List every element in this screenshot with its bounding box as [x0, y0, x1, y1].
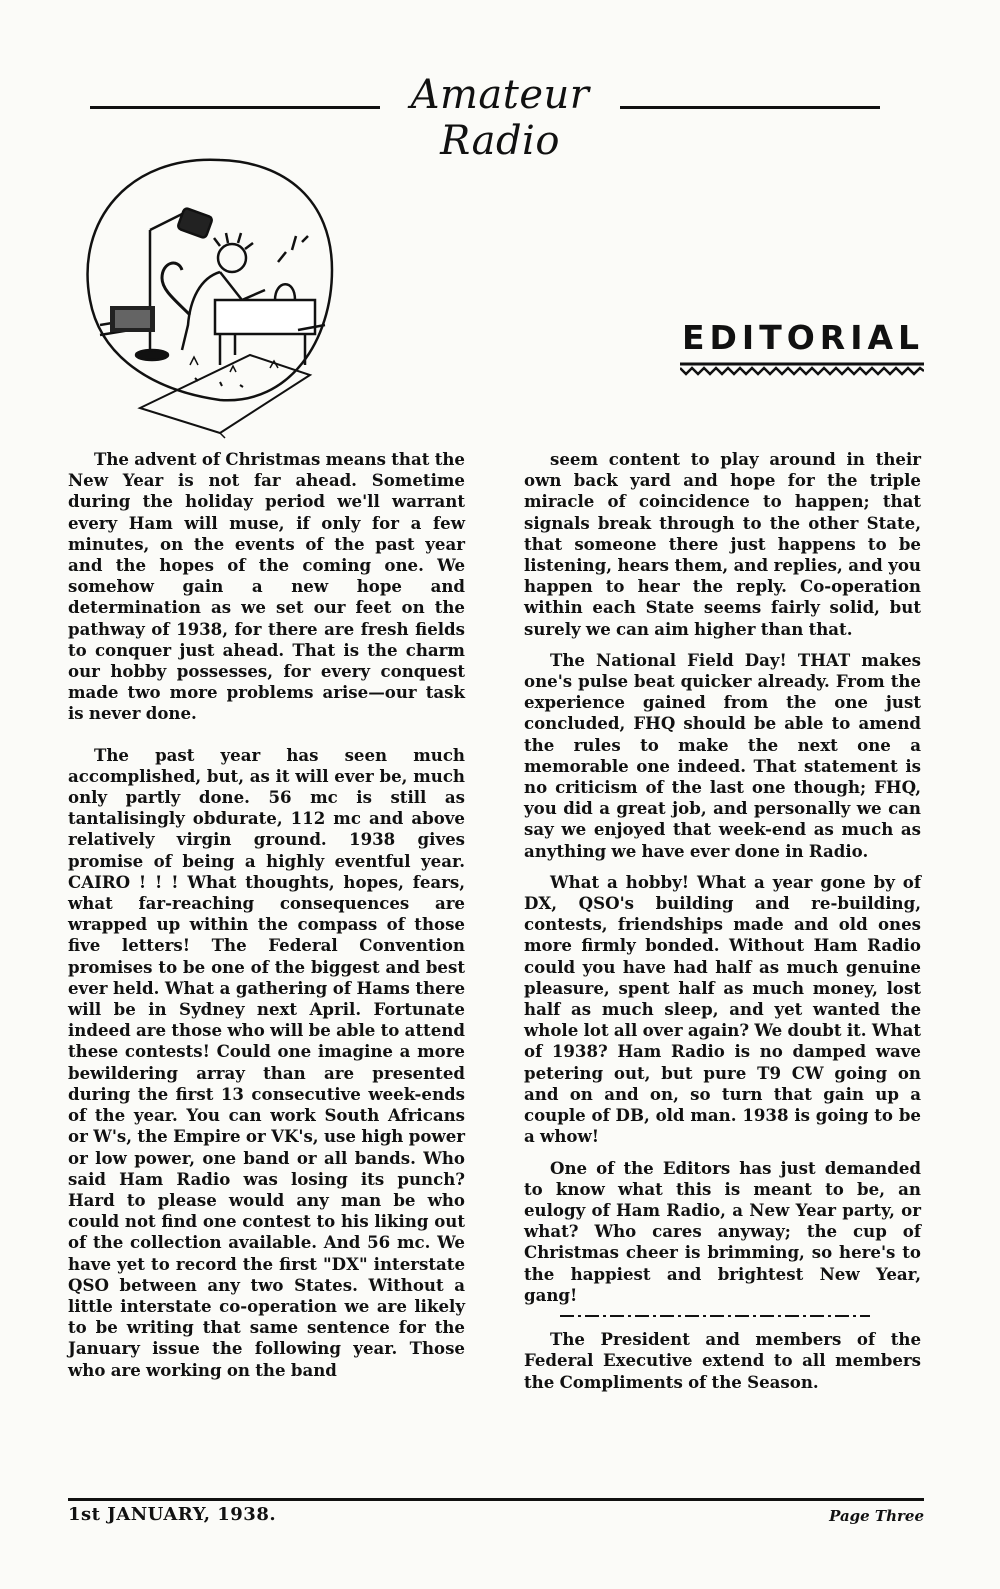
paragraph: What a hobby! What a year gone by of DX, QSO's building and re-building, contests, friendships made and old ones more firmly bonded. Without Ham Radio could you have had half as much genuine pleasure, spent half as much money, lost half as much sleep, and yet wanted the whole lot all over again? We doubt it. What of 1938? Ham Radio is no damped wave petering out, but pure T9 CW going on and on and on, so turn that gain up a couple of DB, old man. 1938 is going to be a whow!: [524, 871, 921, 1147]
masthead-rule-left: [90, 106, 380, 109]
masthead: [90, 70, 880, 164]
footer-page-number: Page Three: [829, 1507, 924, 1525]
paragraph: seem content to play around in their own back yard and hope for the triple miracle of coincidence to happen; that signals break through to the other State, that someone there just happens to be listening, hears them, and replies, and you happen to hear the reply. Co-operation within each State seems fairly solid, but surely we can aim higher than that.: [524, 449, 921, 639]
paragraph: The advent of Christmas means that the New Year is not far ahead. Sometime during the holiday period we'll warrant every Ham will muse, if only for a few minutes, on the events of the past year and the hopes of the coming one. We somehow gain a new hope and determination as we set our feet on the pathway of 1938, for there are fresh fields to conquer just ahead. That is the charm our hobby possesses, for every conquest made two more problems arise—our task is never done.: [68, 449, 465, 724]
section-divider: [560, 1310, 870, 1322]
masthead-title: Amateur Radio: [410, 72, 590, 164]
footer-date: 1st JANUARY, 1938.: [68, 1504, 277, 1525]
paragraph: The President and members of the Federal Executive extend to all members the Compliments of the Season.: [524, 1329, 921, 1392]
editorial-underline: [680, 362, 924, 376]
paragraph: The National Field Day! THAT makes one's pulse beat quicker already. From the experience gained from the one just concluded, FHQ should be able to amend the rules to make the next one a memorable one indeed. That statement is no criticism of the last one though; FHQ, you did a great job, and personally we can say we enjoyed that week-end as much as anything we have ever done in Radio.: [524, 649, 921, 861]
paragraph: The past year has seen much accomplished, but, as it will ever be, much only partly done. 56 mc is still as tantalisingly obdurate, 112 mc and above relatively virgin ground. 1938 gives promise of being a highly eventful year. CAIRO ! ! ! What thoughts, hopes, fears, what far-reaching consequences are wrapped up within the compass of those five letters! The Federal Convention promises to be one of the biggest and best ever held. What a gathering of Hams there will be in Sydney next April. Fortunate indeed are those who will be able to attend these contests! Could one imagine a more bewildering array than are presented during the first 13 consecutive week-ends of the year. You can work South Africans or W's, the Empire or VK's, use high power or low power, one band or all bands. Who said Ham Radio was losing its punch? Hard to please would any man be who could not find one contest to his liking out of the collection available. And 56 mc. We have yet to record the first "DX" interstate QSO between any two States. Without a little interstate co-operation we are likely to be writing that same sentence for the January issue the following year. Those who are working on the band: [68, 744, 465, 1380]
editorial-heading: EDITORIAL: [682, 318, 925, 357]
footer-rule: [68, 1498, 924, 1501]
right-column: [524, 449, 921, 1393]
left-column: [68, 449, 465, 1381]
masthead-rule-right: [620, 106, 880, 109]
paragraph: One of the Editors has just demanded to know what this is meant to be, an eulogy of Ham Radio, a New Year party, or what? Who cares anyway; the cup of Christmas cheer is brimming, so here's to the happiest and brightest New Year, gang!: [524, 1157, 921, 1305]
ham-operator-illustration: [70, 150, 340, 440]
